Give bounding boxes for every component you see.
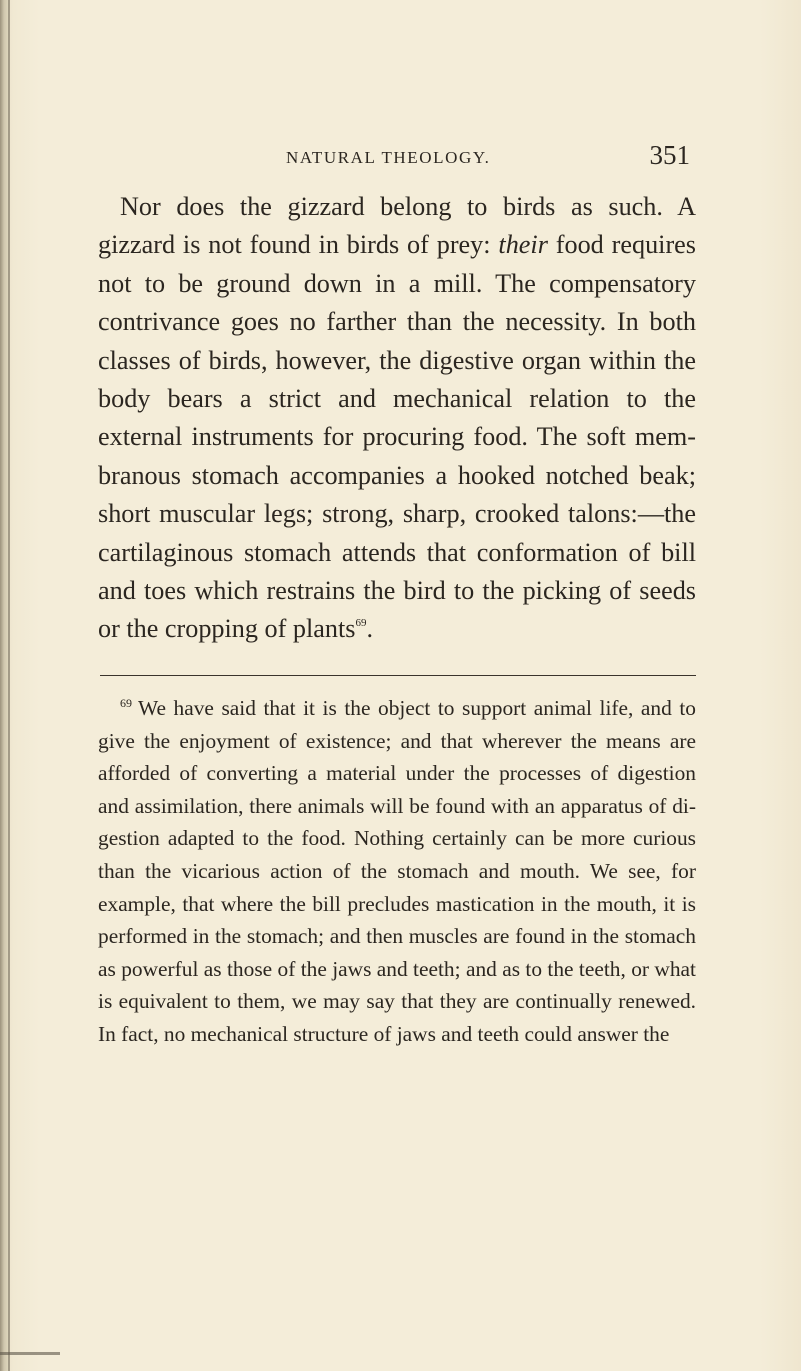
main-paragraph <box>98 188 696 649</box>
paragraph-text-middle: food requires not to be ground down in a mill. The compensatory contrivance goes no farther than the necessity. In both classes of birds, however, the digestive organ within the body bears a strict and mechanical relation to the external instruments for procuring food. The soft membranous stomach accompanies a hooked notched beak; short muscular legs; strong, sharp, crooked talons:—the cartilaginous stomach attends that conformation of bill and toes which restrains the bird to the picking of seeds or the cropping of plants <box>98 230 696 644</box>
footnote-reference[interactable]: 69 <box>355 617 367 630</box>
footnote-text: We have said that it is the object to support animal life, and to give the enjoyment of existence; and that wherever the means are afforded of converting a material under the processes of digestion and assimilation, there animals will be found with an apparatus of digestion adapted to the food. Nothing certainly can be more curious than the vicarious action of the stomach and mouth. We see, for example, that where the bill precludes mastication in the mouth, it is performed in the stomach; and then muscles are found in the stomach as powerful as those of the jaws and teeth; and as to the teeth, or what is equivalent to them, we may say that they are continually renewed. In fact, no mechanical structure of jaws and teeth could answer the <box>98 696 696 1046</box>
footnote-marker: 69 <box>120 696 132 710</box>
footnote <box>98 692 696 1051</box>
footnote-divider <box>100 675 696 676</box>
running-title: NATURAL THEOLOGY. <box>286 148 491 167</box>
running-head <box>120 140 690 180</box>
italic-word: their <box>498 230 548 260</box>
page-corner-mark <box>0 1352 60 1355</box>
paragraph-text-start: Nor does the gizzard belong to birds as such. A gizzard is not found in birds of prey: <box>98 192 696 260</box>
page-edge-line <box>8 0 10 1371</box>
page-number: 351 <box>649 140 690 170</box>
paragraph-text-end: . <box>366 614 373 644</box>
